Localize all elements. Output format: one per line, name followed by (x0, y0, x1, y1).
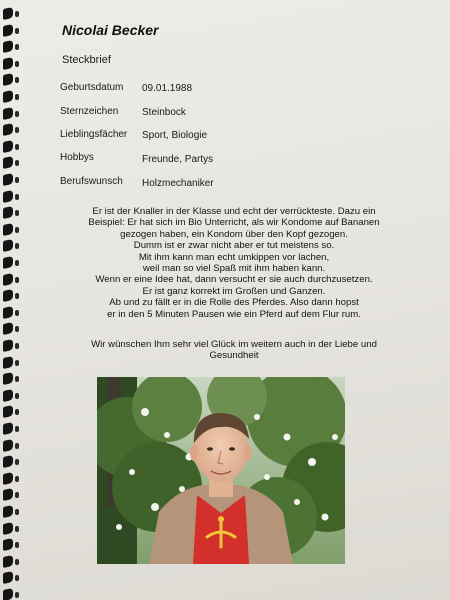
wish-text (58, 339, 410, 362)
binding-hole (15, 376, 19, 382)
binding-ring (3, 190, 13, 203)
binding-ring (3, 389, 13, 402)
binding-ring (3, 7, 13, 20)
binding-hole (15, 127, 19, 133)
story-line: Beispiel: Er hat sich im Bio Unterricht, als wir Kondome auf Bananen (88, 217, 380, 229)
binding-hole (15, 343, 19, 349)
binding-ring (3, 322, 13, 335)
binding-ring (3, 372, 13, 385)
binding-ring (3, 156, 13, 169)
binding-hole (15, 61, 19, 67)
story-line: weil man so viel Spaß mit ihm haben kann. (142, 263, 326, 275)
binding-hole (15, 144, 19, 150)
story-line: Wenn er eine Idee hat, dann versucht er sie auch durchzusetzen. (95, 274, 373, 286)
story-line: Er ist ganz korrekt im Großen und Ganzen. (142, 285, 326, 297)
binding-hole (15, 293, 19, 299)
field-label-subjects: Lieblingsfächer (60, 129, 128, 140)
binding-hole (15, 559, 19, 565)
binding-hole (15, 409, 19, 415)
spiral-binding (0, 0, 22, 600)
field-value-zodiac: Steinbock (142, 107, 186, 118)
binding-hole (15, 11, 19, 17)
binding-ring (3, 40, 13, 53)
binding-hole (15, 111, 19, 117)
binding-hole (15, 310, 19, 316)
binding-ring (3, 522, 13, 535)
field-value-subjects: Sport, Biologie (142, 130, 208, 141)
binding-ring (3, 488, 13, 501)
binding-ring (3, 505, 13, 518)
binding-ring (3, 57, 13, 70)
field-value-career: Holzmechaniker (142, 178, 214, 189)
binding-hole (15, 194, 19, 200)
binding-ring (3, 239, 13, 252)
binding-ring (3, 306, 13, 319)
story-line: Dumm ist er zwar nicht aber er tut meistens so. (133, 240, 335, 252)
binding-ring (3, 405, 13, 418)
binding-hole (15, 443, 19, 449)
section-title: Steckbrief (62, 54, 111, 66)
story-line: er in den 5 Minuten Pausen wie ein Pferd auf dem Flur rum. (107, 308, 361, 320)
person-name: Nicolai Becker (62, 22, 159, 38)
binding-ring (3, 439, 13, 452)
story-text (58, 206, 410, 320)
binding-ring (3, 472, 13, 485)
binding-hole (15, 260, 19, 266)
binding-hole (15, 575, 19, 581)
binding-hole (15, 277, 19, 283)
binding-ring (3, 289, 13, 302)
binding-hole (15, 476, 19, 482)
binding-ring (3, 422, 13, 435)
binding-ring (3, 223, 13, 236)
binding-hole (15, 509, 19, 515)
binding-ring (3, 356, 13, 369)
binding-hole (15, 393, 19, 399)
story-line: Mit ihm kann man echt umkippen vor lachen, (138, 251, 330, 263)
binding-ring (3, 339, 13, 352)
field-label-hobbies: Hobbys (60, 152, 94, 163)
binding-hole (15, 326, 19, 332)
wish-line: Wir wünschen Ihm sehr viel Glück im weitern auch in der Liebe und (91, 339, 377, 350)
field-value-hobbies: Freunde, Partys (142, 154, 214, 165)
binding-hole (15, 542, 19, 548)
binding-hole (15, 492, 19, 498)
binding-hole (15, 44, 19, 50)
binding-hole (15, 28, 19, 34)
binding-ring (3, 73, 13, 86)
field-label-birthdate: Geburtsdatum (60, 82, 124, 93)
binding-ring (3, 538, 13, 551)
binding-ring (3, 273, 13, 286)
binding-hole (15, 227, 19, 233)
binding-hole (15, 526, 19, 532)
field-label-zodiac: Sternzeichen (60, 106, 119, 117)
story-line: Ab und zu fällt er in die Rolle des Pferdes. Also dann hopst (109, 297, 359, 309)
binding-hole (15, 360, 19, 366)
portrait-photo (97, 377, 345, 564)
binding-ring (3, 555, 13, 568)
binding-hole (15, 160, 19, 166)
binding-ring (3, 90, 13, 103)
binding-hole (15, 94, 19, 100)
binding-ring (3, 173, 13, 186)
binding-ring (3, 206, 13, 219)
binding-ring (3, 140, 13, 153)
binding-hole (15, 77, 19, 83)
field-value-birthdate: 09.01.1988 (142, 83, 193, 94)
binding-ring (3, 455, 13, 468)
binding-hole (15, 177, 19, 183)
binding-ring (3, 256, 13, 269)
wish-line: Gesundheit (209, 350, 259, 362)
binding-hole (15, 210, 19, 216)
binding-hole (15, 243, 19, 249)
binding-ring (3, 588, 13, 600)
binding-ring (3, 571, 13, 584)
story-line: Er ist der Knaller in der Klasse und echt der verrückteste. Dazu ein (92, 206, 376, 217)
story-line: gezogen haben, ein Kondom über den Kopf gezogen. (120, 228, 348, 240)
binding-hole (15, 426, 19, 432)
binding-ring (3, 123, 13, 136)
binding-hole (15, 459, 19, 465)
binding-hole (15, 592, 19, 598)
binding-ring (3, 107, 13, 120)
field-label-career: Berufswunsch (60, 176, 123, 187)
binding-ring (3, 24, 13, 37)
